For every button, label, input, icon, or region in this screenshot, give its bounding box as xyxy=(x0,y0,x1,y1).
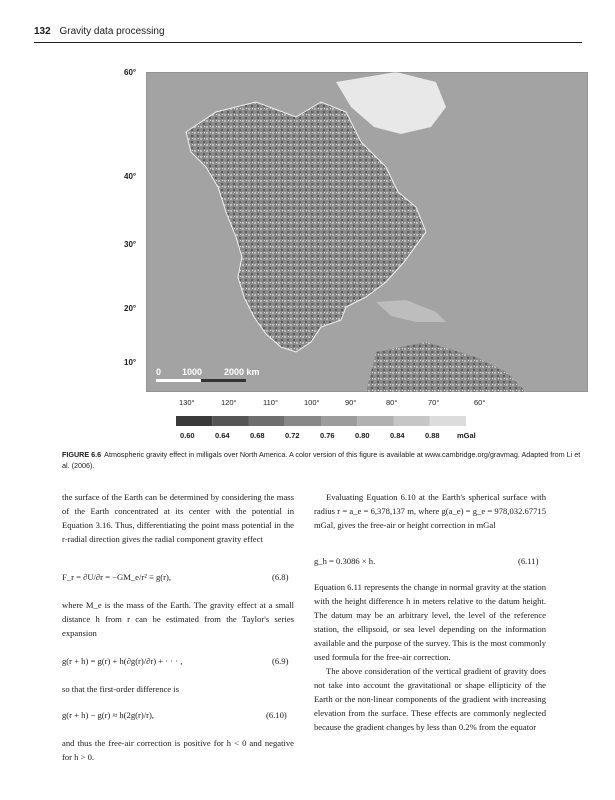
lat-label-20: 20° xyxy=(124,304,137,313)
colorbar-unit: mGal xyxy=(457,431,476,440)
lat-label-40: 40° xyxy=(124,172,137,181)
right-column xyxy=(314,490,546,532)
caption-text: Atmospheric gravity effect in milligals over North America. A color version of this figure is available at www.cambridge.org/gravmag. Adapted from Li et al. (2006). xyxy=(62,450,581,470)
left-paragraph-1: the surface of the Earth can be determined by considering the mass of the Earth concentrated at its center with the potential in Equation 3.16. Thus, differentiating the point mass potential in the r-radial direction gives the radial component gravity effect xyxy=(62,492,294,544)
lat-label-30: 30° xyxy=(124,240,137,249)
colorbar-tick: 0.60 xyxy=(180,431,195,440)
left-column-4 xyxy=(62,736,294,764)
colorbar-tick: 0.64 xyxy=(215,431,230,440)
scale-segment-1 xyxy=(156,379,201,382)
scale-segment-2 xyxy=(201,379,246,382)
lon-label-110: 110° xyxy=(263,398,278,407)
left-column-2 xyxy=(62,598,294,640)
colorbar-segment xyxy=(430,416,466,426)
running-header xyxy=(34,26,582,42)
left-paragraph-4: and thus the free-air correction is positive for h < 0 and negative for h > 0. xyxy=(62,738,294,762)
lon-label-100: 100° xyxy=(304,398,320,407)
left-column-3 xyxy=(62,682,294,696)
figure-caption xyxy=(62,449,582,471)
equation-number-6-10: (6.10) xyxy=(266,710,287,720)
colorbar-tick: 0.84 xyxy=(390,431,405,440)
running-title: Gravity data processing xyxy=(59,26,165,37)
equation-number-6-11: (6.11) xyxy=(518,556,539,566)
equation-6-9: g(r + h) = g(r) + h(∂g(r)/∂r) + · · · , xyxy=(62,656,183,666)
header-rule xyxy=(34,42,582,43)
scale-label-2000: 2000 km xyxy=(224,367,260,377)
colorbar-segment xyxy=(357,416,393,426)
right-paragraph-3: The above consideration of the vertical gradient of gravity does not take into account the gravitational or shape ellipticity of the Earth or the non-linear components of the gradient with increasing elevation from the surface. These effects are commonly neglected because the gradient changes by less than 0.2% from the equator xyxy=(314,666,546,732)
colorbar-tick: 0.88 xyxy=(425,431,440,440)
equation-6-10: g(r + h) − g(r) ≈ h(2g(r)/r), xyxy=(62,710,154,720)
gravity-map xyxy=(146,72,588,392)
scale-label-1000: 1000 xyxy=(182,367,203,377)
left-paragraph-3: so that the first-order difference is xyxy=(62,684,180,694)
page-number: 132 xyxy=(34,26,51,37)
lon-label-120: 120° xyxy=(221,398,237,407)
colorbar-tick: 0.76 xyxy=(320,431,335,440)
caption-label: FIGURE 6.6 xyxy=(62,450,102,459)
colorbar-tick: 0.68 xyxy=(250,431,265,440)
lon-label-80: 80° xyxy=(386,398,398,407)
right-column-2 xyxy=(314,580,546,734)
lat-label-10: 10° xyxy=(124,358,137,367)
lon-label-60: 60° xyxy=(474,398,486,407)
colorbar-segment xyxy=(212,416,248,426)
right-paragraph-2: Equation 6.11 represents the change in normal gravity at the station with the height difference h in meters relative to the datum height. The datum may be an arbitrary level, the level of the reference station, the ellipsoid, or sea level depending on the information available and the purpose of the survey. This is the most commonly used formula for the free-air correction. xyxy=(314,582,546,662)
left-column xyxy=(62,490,294,546)
colorbar-segment xyxy=(321,416,357,426)
right-paragraph-1: Evaluating Equation 6.10 at the Earth's spherical surface with radius r = a_e = 6,378,137 m, where g(a_e) = g_e = 978,032.67715 mGal, gives the free-air or height correction in mGal xyxy=(314,492,546,530)
lon-label-70: 70° xyxy=(428,398,440,407)
equation-6-11: g_h = 0.3086 × h. xyxy=(314,556,376,566)
colorbar-tick: 0.80 xyxy=(355,431,370,440)
lon-label-90: 90° xyxy=(345,398,357,407)
colorbar-tick: 0.72 xyxy=(285,431,300,440)
colorbar-segment xyxy=(394,416,430,426)
colorbar-segment xyxy=(285,416,321,426)
lon-label-130: 130° xyxy=(179,398,195,407)
scale-label-0: 0 xyxy=(156,367,162,377)
lat-label-60: 60° xyxy=(124,68,137,77)
colorbar-segment xyxy=(249,416,285,426)
equation-number-6-9: (6.9) xyxy=(272,656,289,666)
equation-number-6-8: (6.8) xyxy=(272,572,289,582)
equation-6-8: F_r = ∂U/∂r = −GM_e/r² ≡ g(r), xyxy=(62,572,171,582)
left-paragraph-2: where M_e is the mass of the Earth. The gravity effect at a small distance h from r can be estimated from the Taylor's series expansion xyxy=(62,600,294,638)
colorbar-segment xyxy=(176,416,212,426)
colorbar xyxy=(176,416,466,426)
